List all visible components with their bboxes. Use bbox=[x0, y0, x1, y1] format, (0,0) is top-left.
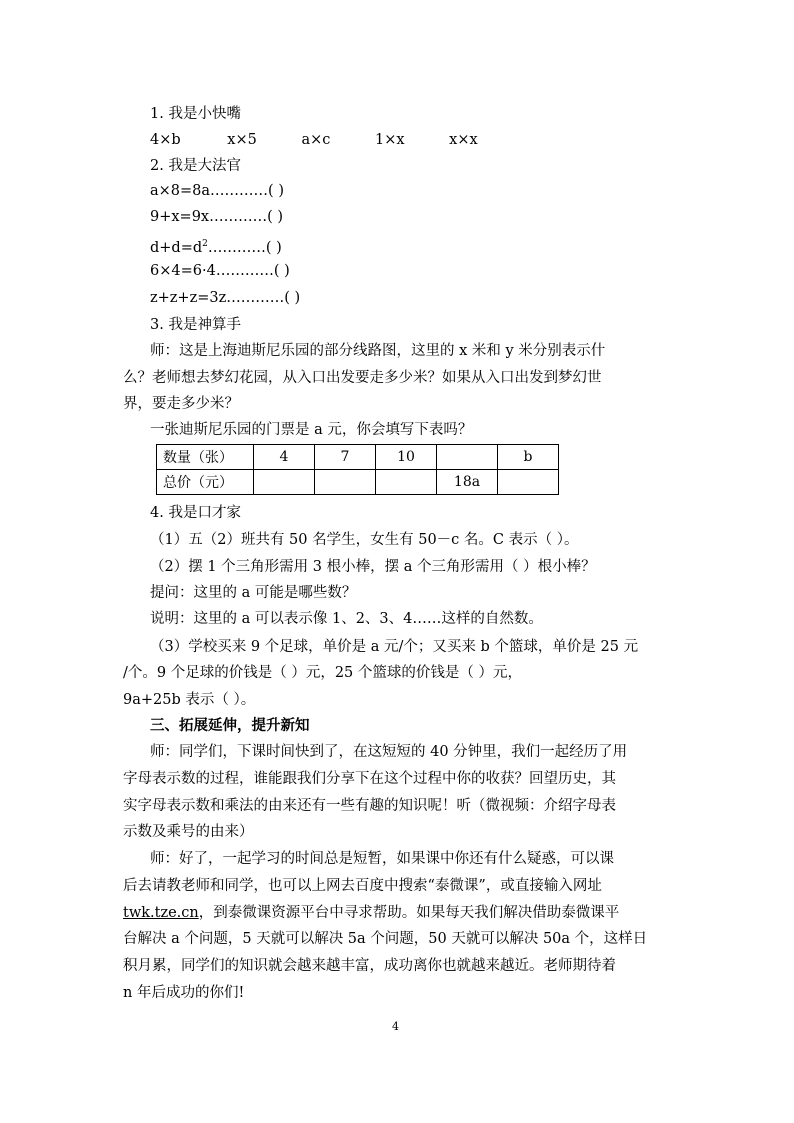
paragraph-line: 台解决 a 个问题，5 天就可以解决 5a 个问题，50 天就可以解决 50a 个，这样日 bbox=[123, 931, 648, 947]
table-cell bbox=[376, 470, 437, 495]
ticket-table bbox=[156, 444, 559, 495]
question-3-line: 9a+25b 表示（ ）。 bbox=[123, 692, 256, 708]
judge-item bbox=[150, 207, 283, 227]
paragraph-line: 一张迪斯尼乐园的门票是 a 元，你会填写下表吗？ bbox=[150, 422, 473, 438]
section-2-title: 2. 我是大法官 bbox=[150, 158, 241, 174]
paragraph-line: n 年后成功的你们! bbox=[123, 985, 245, 1001]
judge-item bbox=[150, 234, 282, 258]
expr-4: 1×x bbox=[374, 132, 405, 148]
table-cell: 7 bbox=[315, 445, 376, 470]
question-3-line: /个。9 个足球的价钱是（ ）元，25 个篮球的价钱是（ ）元， bbox=[123, 665, 522, 681]
section-3-title: 3. 我是神算手 bbox=[150, 317, 241, 333]
judge-expr: a×8=8a bbox=[150, 183, 211, 199]
paragraph-text: ，到泰微课资源平台中寻求帮助。如果每天我们解决借助泰微课平 bbox=[198, 905, 620, 921]
explanation: 说明：这里的 a 可以表示像 1、2、3、4……这样的自然数。 bbox=[150, 611, 543, 627]
table-row bbox=[157, 470, 559, 495]
table-cell: 数量（张） bbox=[157, 445, 254, 470]
paragraph-line: 师：同学们，下课时间快到了，在这短短的 40 分钟里，我们一起经历了用 bbox=[150, 744, 628, 760]
judge-expr: z+z+z=3z bbox=[150, 290, 227, 306]
expr-2: x×5 bbox=[227, 132, 257, 148]
judge-superscript: 2 bbox=[202, 239, 208, 249]
paragraph-line: 示数及乘号的由来） bbox=[123, 824, 254, 840]
table-cell: 总价（元） bbox=[157, 470, 254, 495]
expr-1: 4×b bbox=[150, 132, 181, 148]
judge-blank: ( ) bbox=[284, 290, 301, 306]
question-2: （2）摆 1 个三角形需用 3 根小棒，摆 a 个三角形需用（ ）根小棒？ bbox=[150, 559, 596, 575]
judge-blank: ( ) bbox=[265, 239, 282, 256]
section-1-expressions bbox=[150, 130, 478, 150]
judge-expr: 9+x=9x bbox=[150, 209, 210, 225]
question-3-line: （3）学校买来 9 个足球，单价是 a 元/个；又买来 b 个篮球，单价是 25 元 bbox=[150, 639, 639, 655]
judge-blank: ( ) bbox=[268, 183, 284, 199]
paragraph-line: 界，要走多少米？ bbox=[123, 396, 239, 412]
judge-dots: ………… bbox=[226, 290, 285, 306]
section-1-title: 1. 我是小快嘴 bbox=[150, 106, 241, 122]
paragraph-line: 后去请教老师和同学，也可以上网去百度中搜索“泰微课”，或直接输入网址 bbox=[123, 878, 602, 894]
table-cell bbox=[254, 470, 315, 495]
judge-dots: ………… bbox=[210, 183, 269, 199]
question-1: （1）五（2）班共有 50 名学生，女生有 50－c 名。C 表示（ ）。 bbox=[150, 532, 579, 548]
paragraph-line: 师：好了，一起学习的时间总是短暂，如果课中你还有什么疑惑，可以课 bbox=[150, 851, 614, 867]
paragraph-line: 师：这是上海迪斯尼乐园的部分线路图，这里的 x 米和 y 米分别表示什 bbox=[150, 343, 606, 359]
judge-item bbox=[150, 288, 300, 308]
paragraph-line bbox=[123, 903, 619, 923]
judge-dots: ………… bbox=[207, 239, 266, 256]
paragraph-line: 字母表示数的过程，谁能跟我们分享下在这个过程中你的收获？回望历史，其 bbox=[123, 771, 616, 787]
judge-item bbox=[150, 181, 284, 201]
table-cell: 4 bbox=[254, 445, 315, 470]
table-cell: b bbox=[498, 445, 559, 470]
table-cell bbox=[315, 470, 376, 495]
section-heading: 三、拓展延伸，提升新知 bbox=[150, 717, 310, 734]
judge-blank: ( ) bbox=[273, 263, 290, 279]
paragraph-line: 积月累，同学们的知识就会越来越丰富，成功离你也就越来越近。老师期待着 bbox=[123, 958, 616, 974]
judge-dots: ………… bbox=[209, 209, 268, 225]
judge-dots: ………… bbox=[215, 263, 274, 279]
question-ask: 提问：这里的 a 可能是哪些数？ bbox=[150, 585, 357, 601]
website-link[interactable]: twk.tze.cn bbox=[123, 905, 199, 921]
judge-expr: d+d=d bbox=[150, 239, 203, 256]
table-row bbox=[157, 445, 559, 470]
expr-5: x×x bbox=[449, 132, 478, 148]
judge-blank: ( ) bbox=[267, 209, 284, 225]
table-cell bbox=[437, 445, 498, 470]
page-number: 4 bbox=[392, 1020, 399, 1033]
judge-expr: 6×4=6·4 bbox=[150, 263, 216, 279]
table-cell bbox=[498, 470, 559, 495]
paragraph-line: 么？老师想去梦幻花园，从入口出发要走多少米？如果从入口出发到梦幻世 bbox=[123, 370, 602, 386]
judge-item bbox=[150, 261, 290, 281]
paragraph-line: 实字母表示数和乘法的由来还有一些有趣的知识呢！听（微视频：介绍字母表 bbox=[123, 798, 616, 814]
table-cell: 10 bbox=[376, 445, 437, 470]
table-cell: 18a bbox=[437, 470, 498, 495]
section-4-title: 4. 我是口才家 bbox=[150, 505, 241, 521]
expr-3: a×c bbox=[301, 132, 331, 148]
